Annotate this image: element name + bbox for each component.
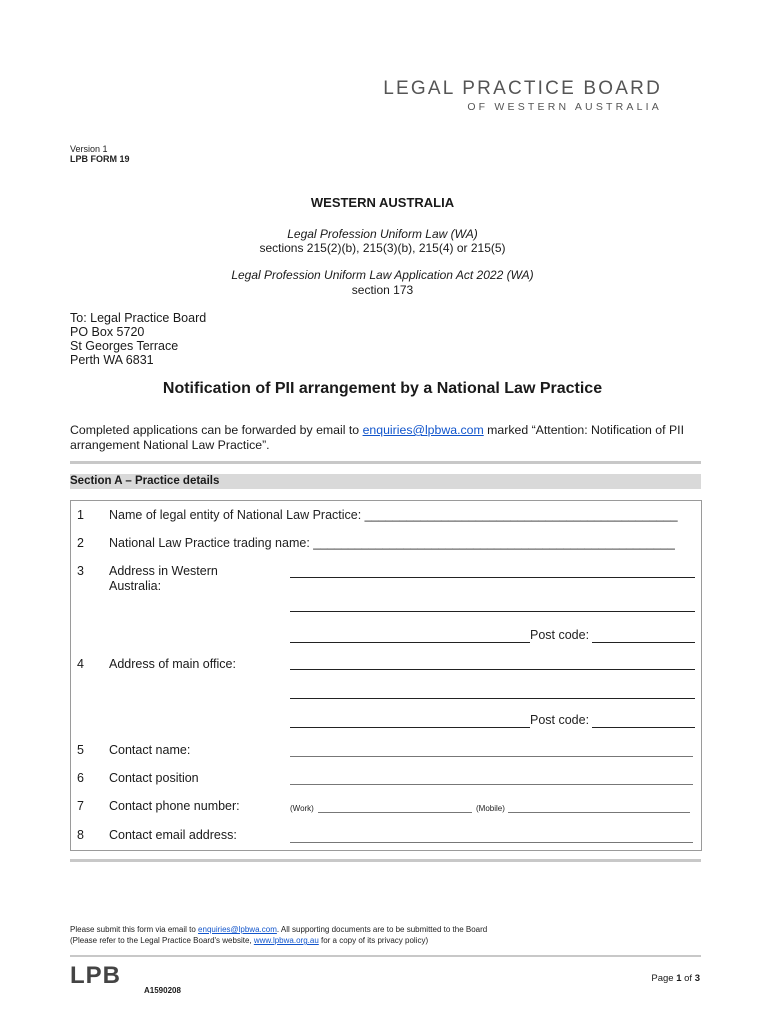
footer-submit-note xyxy=(70,925,487,934)
page-indicator xyxy=(651,973,700,984)
page-number: 1 xyxy=(676,973,682,984)
field-number: 5 xyxy=(77,743,84,757)
mobile-phone-label: (Mobile) xyxy=(476,804,505,813)
wa-address-line-3[interactable] xyxy=(290,642,530,643)
wa-address-line-2[interactable] xyxy=(290,611,695,612)
contact-phone-label: Contact phone number: xyxy=(109,799,240,813)
act-name-2: Legal Profession Uniform Law Application Act 2022 (WA) xyxy=(231,268,534,282)
field-number: 1 xyxy=(77,508,84,522)
divider xyxy=(70,859,701,862)
page-prefix: Page xyxy=(651,973,677,984)
form-number: LPB FORM 19 xyxy=(70,154,130,164)
footer-privacy-note xyxy=(70,936,428,945)
field-number: 4 xyxy=(77,657,84,671)
wa-address-line-1[interactable] xyxy=(290,577,695,578)
footer-text: (Please refer to the Legal Practice Board's website, xyxy=(70,936,254,945)
footer-text: for a copy of its privacy policy) xyxy=(318,936,429,945)
divider xyxy=(70,461,701,464)
wa-postcode-label: Post code: xyxy=(530,628,590,642)
contact-position-field[interactable] xyxy=(290,784,693,785)
contact-email-label: Contact email address: xyxy=(109,828,237,842)
contact-name-label: Contact name: xyxy=(109,743,191,757)
wa-address-label: Address in Western Australia: xyxy=(109,564,218,593)
board-logo-subtitle: OF WESTERN AUSTRALIA xyxy=(467,101,662,113)
contact-email-field[interactable] xyxy=(290,842,693,843)
board-logo-title: LEGAL PRACTICE BOARD xyxy=(383,78,662,99)
act-name-1: Legal Profession Uniform Law (WA) xyxy=(287,227,478,241)
field-number: 3 xyxy=(77,564,84,578)
document-id: A1590208 xyxy=(144,986,181,995)
legal-entity-name-field[interactable]: Name of legal entity of National Law Practice: _____________________________________________ xyxy=(109,508,678,522)
main-office-line-3[interactable] xyxy=(290,727,530,728)
field-number: 2 xyxy=(77,536,84,550)
mobile-phone-field[interactable] xyxy=(508,812,690,813)
intro-paragraph xyxy=(70,423,702,453)
work-phone-field[interactable] xyxy=(318,812,472,813)
main-office-postcode-field[interactable] xyxy=(592,727,695,728)
trading-name-field[interactable]: National Law Practice trading name: ____________________________________________________ xyxy=(109,536,675,550)
main-office-line-2[interactable] xyxy=(290,698,695,699)
section-a-header xyxy=(70,474,701,489)
act-sections-2: section 173 xyxy=(351,283,414,297)
address-line: To: Legal Practice Board xyxy=(70,311,207,325)
section-a-heading: Section A – Practice details xyxy=(70,475,220,487)
divider xyxy=(70,955,701,957)
work-phone-label: (Work) xyxy=(290,804,314,813)
lpb-logo: LPB xyxy=(70,962,121,989)
form-title: Notification of PII arrangement by a National Law Practice xyxy=(162,380,603,397)
version-label: Version 1 xyxy=(70,144,108,154)
contact-name-field[interactable] xyxy=(290,756,693,757)
page-total: 3 xyxy=(694,973,700,984)
wa-postcode-field[interactable] xyxy=(592,642,695,643)
field-number: 7 xyxy=(77,799,84,813)
main-office-postcode-label: Post code: xyxy=(530,713,590,727)
address-line: PO Box 5720 xyxy=(70,325,145,339)
footer-text: . All supporting documents are to be submitted to the Board xyxy=(276,925,488,934)
page-of: of xyxy=(681,973,695,984)
field-number: 8 xyxy=(77,828,84,842)
address-line: Perth WA 6831 xyxy=(70,353,154,367)
act-sections-1: sections 215(2)(b), 215(3)(b), 215(4) or 215(5) xyxy=(259,241,506,255)
footer-text: Please submit this form via email to xyxy=(70,925,199,934)
footer-email-link[interactable]: enquiries@lpbwa.com xyxy=(198,925,277,934)
main-office-line-1[interactable] xyxy=(290,669,695,670)
intro-text: marked “Attention: Notification of PII arrangement National Law Practice”. xyxy=(70,423,684,452)
field-number: 6 xyxy=(77,771,84,785)
intro-text: Completed applications can be forwarded by email to xyxy=(70,423,363,437)
main-office-address-label: Address of main office: xyxy=(109,657,236,671)
footer-website-link[interactable]: www.lpbwa.org.au xyxy=(253,936,319,945)
enquiries-email-link[interactable]: enquiries@lpbwa.com xyxy=(362,423,484,437)
address-line: St Georges Terrace xyxy=(70,339,179,353)
jurisdiction-heading: WESTERN AUSTRALIA xyxy=(310,195,455,210)
contact-position-label: Contact position xyxy=(109,771,199,785)
